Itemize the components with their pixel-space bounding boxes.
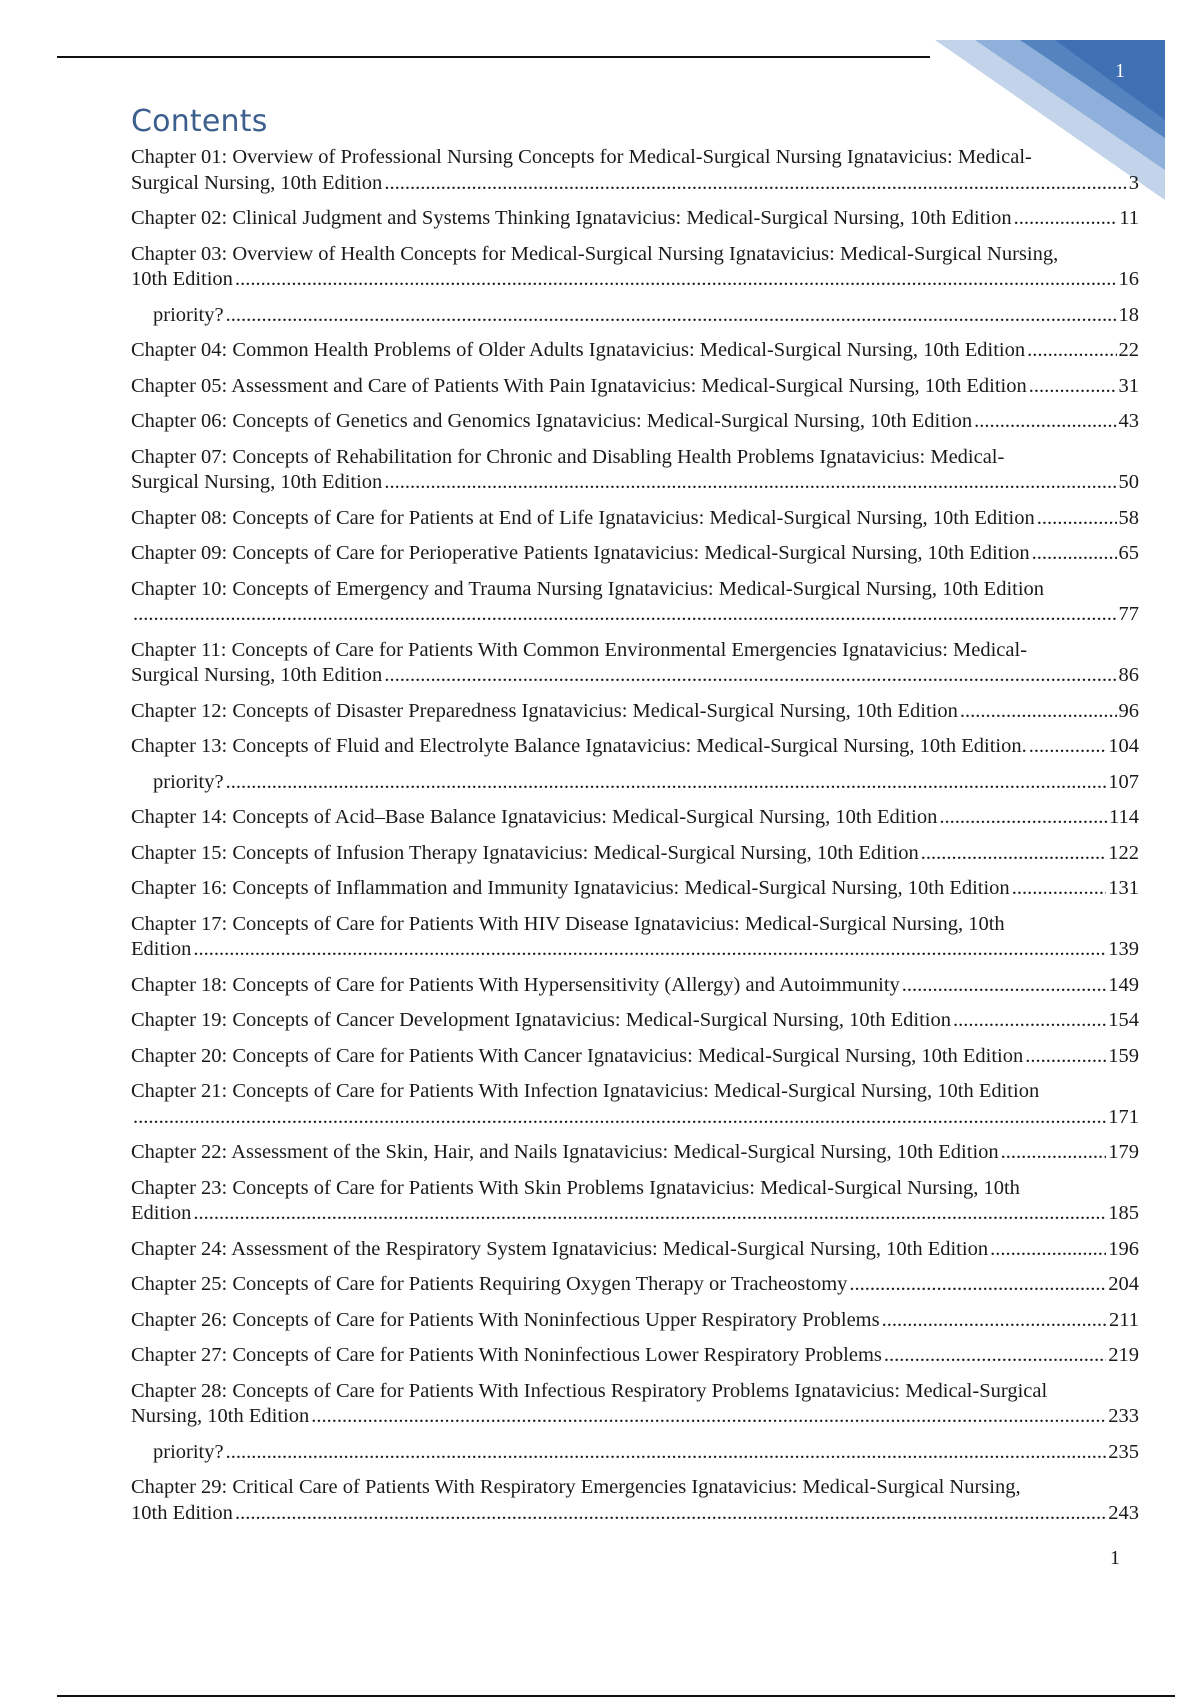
toc-entry[interactable] <box>131 445 1139 496</box>
toc-entry-title-end: Chapter 22: Assessment of the Skin, Hair, and Nails Ignatavicius: Medical-Surgical Nursing, 10th Edition <box>131 1141 999 1163</box>
toc-page-number: 122 <box>1108 841 1139 864</box>
toc-page-number: 16 <box>1118 268 1139 290</box>
toc-entry-title-end: Chapter 14: Concepts of Acid–Base Balance Ignatavicius: Medical-Surgical Nursing, 10th Edition <box>131 806 938 828</box>
toc-entry-title-end: Chapter 08: Concepts of Care for Patients at End of Life Ignatavicius: Medical-Surgical Nursing, 10th Edition <box>131 506 1035 529</box>
toc-subentry[interactable] <box>131 770 1139 796</box>
toc-entry-line <box>131 1272 1139 1298</box>
dot-leader <box>193 1201 1106 1227</box>
toc-page-number: 58 <box>1118 506 1139 529</box>
toc-entry-title-end: Chapter 19: Concepts of Cancer Development Ignatavicius: Medical-Surgical Nursing, 10th Edition <box>131 1009 951 1031</box>
toc-page-number: 139 <box>1108 938 1139 960</box>
toc-entry-line <box>131 1044 1139 1070</box>
toc-entry[interactable] <box>131 638 1139 689</box>
toc-entry-line <box>131 876 1139 902</box>
toc-entry-line <box>131 1105 1139 1131</box>
toc-page-number: 114 <box>1109 806 1139 828</box>
toc-entry-title: Chapter 07: Concepts of Rehabilitation for Chronic and Disabling Health Problems Ignatavicius: Medical- <box>131 445 1005 468</box>
toc-entry-line <box>131 1201 1139 1227</box>
toc-entry-title-end: Surgical Nursing, 10th Edition <box>131 471 383 493</box>
toc-entry-line <box>131 1404 1139 1430</box>
dot-leader <box>193 937 1106 963</box>
toc-entry[interactable] <box>131 1272 1139 1298</box>
toc-entry[interactable] <box>131 145 1139 196</box>
toc-entry[interactable] <box>131 374 1139 400</box>
toc-entry-title-end: priority? <box>153 303 224 326</box>
footer-rule <box>57 1695 1175 1697</box>
toc-entry-title: Chapter 21: Concepts of Care for Patients With Infection Ignatavicius: Medical-Surgical Nursing, 10th Edition <box>131 1080 1040 1102</box>
toc-entry[interactable] <box>131 1079 1139 1130</box>
toc-entry-line <box>131 206 1139 232</box>
toc-entry-line <box>131 1140 1139 1166</box>
toc-entry-title-end: priority? <box>153 1440 224 1463</box>
toc-entry[interactable] <box>131 541 1139 567</box>
header-page-number: 1 <box>1115 60 1125 82</box>
toc-entry[interactable] <box>131 1176 1139 1227</box>
toc-entry-line <box>131 1501 1139 1527</box>
toc-page-number: 86 <box>1118 664 1139 686</box>
toc-page-number: 31 <box>1118 374 1139 397</box>
toc-entry[interactable] <box>131 577 1139 628</box>
dot-leader <box>1001 1140 1107 1166</box>
dot-leader <box>1012 876 1107 902</box>
toc-page-number: 185 <box>1108 1202 1139 1224</box>
toc-entry-title-end: Chapter 02: Clinical Judgment and Systems Thinking Ignatavicius: Medical-Surgical Nursing, 10th Edition <box>131 207 1012 229</box>
dot-leader <box>311 1404 1106 1430</box>
dot-leader <box>133 602 1117 628</box>
toc-entry[interactable] <box>131 699 1139 725</box>
dot-leader <box>884 1343 1106 1369</box>
header-rule <box>57 56 930 58</box>
dot-leader <box>226 770 1107 796</box>
toc-entry-title-end: Surgical Nursing, 10th Edition <box>131 664 383 686</box>
toc-page-number: 18 <box>1118 303 1139 326</box>
toc-page-number: 219 <box>1108 1344 1139 1366</box>
toc-entry-line <box>131 602 1139 628</box>
toc-entry-line <box>131 699 1139 725</box>
toc-entry[interactable] <box>131 1237 1139 1263</box>
toc-page-number: 22 <box>1118 339 1139 361</box>
dot-leader <box>1027 338 1116 364</box>
toc-entry-title-end: priority? <box>153 770 224 793</box>
toc-entry-line <box>131 1308 1139 1334</box>
toc-entry-title: Chapter 03: Overview of Health Concepts for Medical-Surgical Nursing Ignatavicius: Medical-Surgical Nursing, <box>131 242 1059 265</box>
toc-page-number: 243 <box>1108 1501 1139 1524</box>
toc-entry-title-end: 10th Edition <box>131 268 233 290</box>
toc-entry-line <box>131 374 1139 400</box>
toc-entry-line <box>153 770 1139 796</box>
toc-entry-line <box>131 506 1139 532</box>
toc-entry-title-end: Edition <box>131 1202 192 1224</box>
toc-entry-title: Chapter 10: Concepts of Emergency and Trauma Nursing Ignatavicius: Medical-Surgical Nursing, 10th Edition <box>131 577 1045 600</box>
toc-entry-title-end: Chapter 24: Assessment of the Respiratory System Ignatavicius: Medical-Surgical Nursing, 10th Edition <box>131 1237 989 1260</box>
toc-entry[interactable] <box>131 1379 1139 1430</box>
toc-entry-title-end: 10th Edition <box>131 1501 233 1524</box>
toc-subentry[interactable] <box>131 1440 1139 1466</box>
toc-page-number: 50 <box>1118 471 1139 493</box>
dot-leader <box>1032 541 1117 567</box>
toc-entry[interactable] <box>131 338 1139 364</box>
toc-entry[interactable] <box>131 1140 1139 1166</box>
toc-entry[interactable] <box>131 734 1139 760</box>
dot-leader <box>990 1237 1106 1263</box>
toc-entry-line <box>131 841 1139 867</box>
toc-entry-title-end: Edition <box>131 938 192 960</box>
toc-entry-title: Chapter 29: Critical Care of Patients With Respiratory Emergencies Ignatavicius: Medical-Surgical Nursing, <box>131 1476 1021 1498</box>
toc-page-number: 233 <box>1108 1405 1139 1427</box>
toc-entry[interactable] <box>131 242 1139 293</box>
toc-entry-line <box>153 1440 1139 1466</box>
toc-entry-line <box>131 338 1139 364</box>
toc-entry[interactable] <box>131 973 1139 999</box>
dot-leader <box>939 805 1107 831</box>
toc-entry[interactable] <box>131 805 1139 831</box>
toc-entry-title-end: Chapter 15: Concepts of Infusion Therapy Ignatavicius: Medical-Surgical Nursing, 10th Edition <box>131 841 919 864</box>
toc-entry-line <box>131 973 1139 999</box>
dot-leader <box>974 409 1116 435</box>
dot-leader <box>226 303 1117 329</box>
toc-entry-title-end: Nursing, 10th Edition <box>131 1405 310 1427</box>
dot-leader <box>235 1501 1106 1527</box>
toc-page-number: 104 <box>1108 735 1139 757</box>
toc-page-number: 196 <box>1108 1237 1139 1260</box>
toc-entry-line <box>131 1343 1139 1369</box>
toc-entry-title: Chapter 01: Overview of Professional Nursing Concepts for Medical-Surgical Nursing Ignatavicius: Medical- <box>131 146 1032 168</box>
dot-leader <box>902 973 1106 999</box>
toc-entry-line <box>153 303 1139 329</box>
toc-page-number: 149 <box>1108 973 1139 996</box>
dot-leader <box>384 171 1126 197</box>
toc-entry-line <box>131 805 1139 831</box>
toc-entry-title-end: Chapter 18: Concepts of Care for Patients With Hypersensitivity (Allergy) and Autoimmunity <box>131 973 900 996</box>
toc-page-number: 3 <box>1128 171 1139 194</box>
toc-entry-title-end: Surgical Nursing, 10th Edition <box>131 171 383 194</box>
toc-page-number: 204 <box>1108 1273 1139 1295</box>
toc-entry-line <box>131 734 1139 760</box>
dot-leader <box>960 699 1117 725</box>
toc-entry-line <box>131 1237 1139 1263</box>
dot-leader <box>1014 206 1118 232</box>
dot-leader <box>1037 506 1117 532</box>
toc-entry[interactable] <box>131 1475 1139 1526</box>
toc-entry-title-end: Chapter 06: Concepts of Genetics and Genomics Ignatavicius: Medical-Surgical Nursing, 10th Edition <box>131 410 973 432</box>
dot-leader <box>921 841 1106 867</box>
toc-page-number: 235 <box>1108 1440 1139 1463</box>
dot-leader <box>226 1440 1107 1466</box>
toc-entry-line <box>131 541 1139 567</box>
toc-page-number: 77 <box>1118 603 1139 625</box>
toc-entry-title-end: Chapter 27: Concepts of Care for Patients With Noninfectious Lower Respiratory Problems <box>131 1344 882 1366</box>
toc-page-number: 179 <box>1108 1141 1139 1163</box>
toc-entry-title-end: Chapter 04: Common Health Problems of Older Adults Ignatavicius: Medical-Surgical Nursing, 10th Edition <box>131 339 1026 361</box>
toc-page-number: 107 <box>1108 770 1139 793</box>
toc-entry-title-end: Chapter 13: Concepts of Fluid and Electrolyte Balance Ignatavicius: Medical-Surgical Nursing, 10th Edition. <box>131 735 1027 757</box>
toc-entry-title-end: Chapter 26: Concepts of Care for Patients With Noninfectious Upper Respiratory Problems <box>131 1308 880 1331</box>
dot-leader <box>882 1308 1107 1334</box>
toc-entry-title-end: Chapter 20: Concepts of Care for Patients With Cancer Ignatavicius: Medical-Surgical Nursing, 10th Edition <box>131 1044 1024 1067</box>
dot-leader <box>235 267 1117 293</box>
toc-entry-line <box>131 1008 1139 1034</box>
contents-title: Contents <box>131 104 268 139</box>
toc-entry-title: Chapter 28: Concepts of Care for Patients With Infectious Respiratory Problems Ignatavicius: Medical-Surgical <box>131 1379 1048 1402</box>
toc-page-number: 65 <box>1118 542 1139 564</box>
toc-page-number: 131 <box>1108 877 1139 899</box>
toc-entry-title-end: Chapter 12: Concepts of Disaster Preparedness Ignatavicius: Medical-Surgical Nursing, 10th Edition <box>131 699 958 722</box>
toc-entry[interactable] <box>131 1008 1139 1034</box>
toc-entry-line <box>131 409 1139 435</box>
toc-entry[interactable] <box>131 841 1139 867</box>
toc-entry[interactable] <box>131 409 1139 435</box>
toc-entry-title-end: Chapter 09: Concepts of Care for Perioperative Patients Ignatavicius: Medical-Surgical Nursing, 10th Edition <box>131 542 1030 564</box>
toc-entry-line <box>131 937 1139 963</box>
toc-page-number: 159 <box>1108 1044 1139 1067</box>
toc-page-number: 211 <box>1109 1308 1139 1331</box>
toc-entry-title-end: Chapter 05: Assessment and Care of Patients With Pain Ignatavicius: Medical-Surgical Nursing, 10th Edition <box>131 374 1027 397</box>
toc-entry-title: Chapter 11: Concepts of Care for Patients With Common Environmental Emergencies Ignatavicius: Medical- <box>131 638 1028 661</box>
toc-entry[interactable] <box>131 876 1139 902</box>
footer-page-number: 1 <box>1110 1547 1120 1569</box>
toc-page-number: 96 <box>1118 699 1139 722</box>
toc-entry-title: Chapter 23: Concepts of Care for Patients With Skin Problems Ignatavicius: Medical-Surgical Nursing, 10th <box>131 1176 1020 1199</box>
dot-leader <box>849 1272 1106 1298</box>
dot-leader <box>384 470 1116 496</box>
toc-entry[interactable] <box>131 206 1139 232</box>
dot-leader <box>384 663 1116 689</box>
toc-entry[interactable] <box>131 1308 1139 1334</box>
toc-entry-line <box>131 267 1139 293</box>
dot-leader <box>1025 1044 1106 1070</box>
toc-page-number: 11 <box>1119 207 1139 229</box>
toc-page-number: 154 <box>1108 1009 1139 1031</box>
toc-entry-line <box>131 470 1139 496</box>
table-of-contents <box>131 145 1139 1536</box>
toc-entry-line <box>131 171 1139 197</box>
toc-entry-title-end: Chapter 25: Concepts of Care for Patients Requiring Oxygen Therapy or Tracheostomy <box>131 1273 848 1295</box>
toc-entry-title: Chapter 17: Concepts of Care for Patients With HIV Disease Ignatavicius: Medical-Surgical Nursing, 10th <box>131 912 1005 935</box>
dot-leader <box>1029 374 1117 400</box>
toc-entry-line <box>131 663 1139 689</box>
toc-page-number: 43 <box>1118 410 1139 432</box>
toc-entry-title-end: Chapter 16: Concepts of Inflammation and Immunity Ignatavicius: Medical-Surgical Nursing, 10th Edition <box>131 877 1010 899</box>
toc-page-number: 171 <box>1108 1105 1139 1128</box>
toc-entry[interactable] <box>131 1343 1139 1369</box>
toc-entry[interactable] <box>131 912 1139 963</box>
dot-leader <box>133 1105 1106 1131</box>
dot-leader <box>953 1008 1106 1034</box>
dot-leader <box>1029 734 1107 760</box>
toc-entry[interactable] <box>131 506 1139 532</box>
toc-entry[interactable] <box>131 1044 1139 1070</box>
toc-subentry[interactable] <box>131 303 1139 329</box>
